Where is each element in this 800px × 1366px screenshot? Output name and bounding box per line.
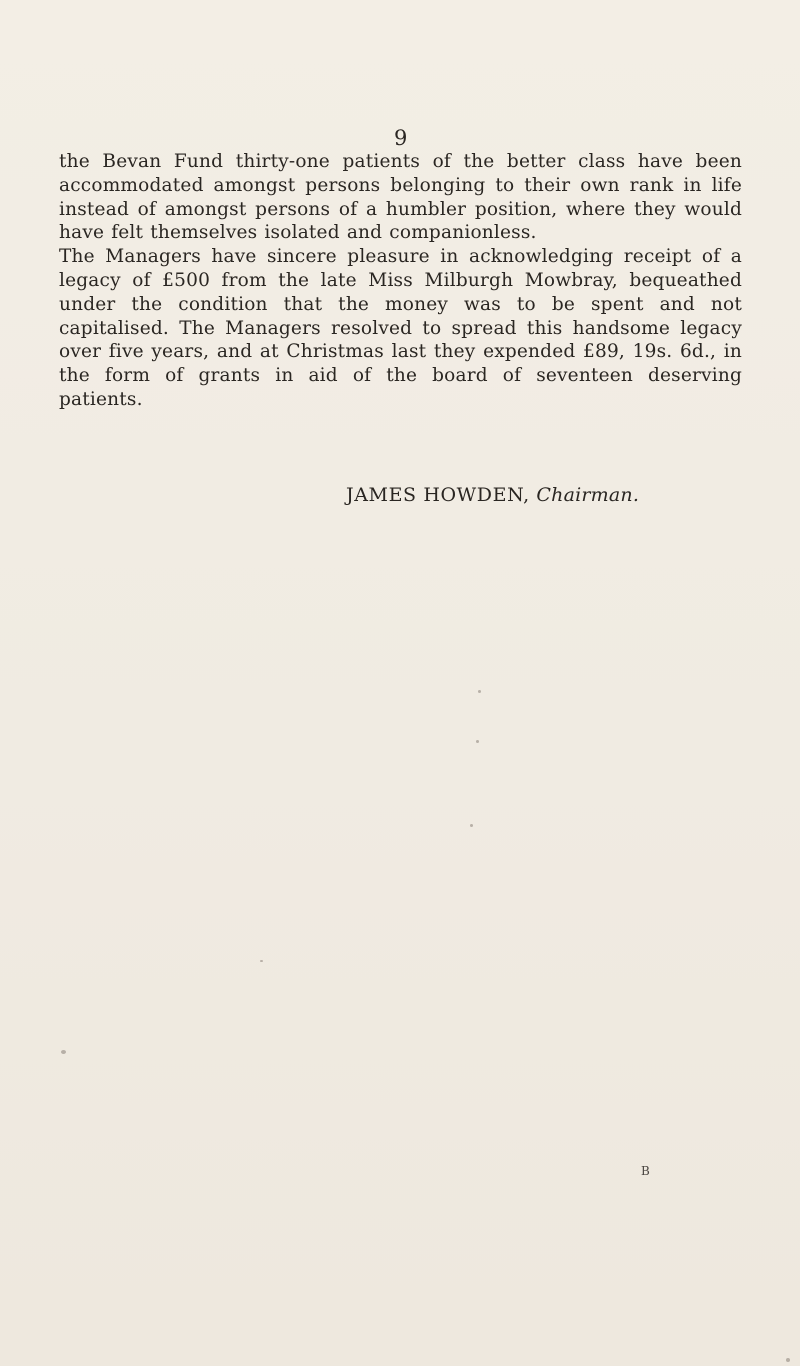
signature-name: JAMES HOWDEN,	[346, 484, 530, 506]
paper-speckle	[260, 960, 263, 962]
body-text	[59, 150, 742, 412]
paper-speckle	[476, 740, 479, 743]
paper-speckle	[470, 824, 473, 827]
paper-speckle	[478, 690, 481, 693]
paper-speckle	[786, 1358, 790, 1362]
page-number: 9	[394, 126, 408, 150]
printer-signature-mark: B	[641, 1164, 651, 1178]
paragraph-2: The Managers have sincere pleasure in acknowledging receipt of a legacy of £500 from the late Miss Milburgh Mowbray, bequeathed under the condition that the money was to be spent and not capitalised. The Managers resolved to spread this handsome legacy over five years, and at Christmas last they expended £89, 19s. 6d., in the form of grants in aid of the board of seventeen deserving patients.	[59, 246, 742, 410]
paper-speckle	[61, 1050, 66, 1054]
paragraph-1: the Bevan Fund thirty-one patients of the better class have been accommodated amongst persons belonging to their own rank in life instead of amongst persons of a humbler position, where they would have felt themselves isolated and companionless.	[59, 151, 742, 244]
signature-title: Chairman.	[536, 484, 640, 506]
signature-line	[346, 484, 639, 506]
